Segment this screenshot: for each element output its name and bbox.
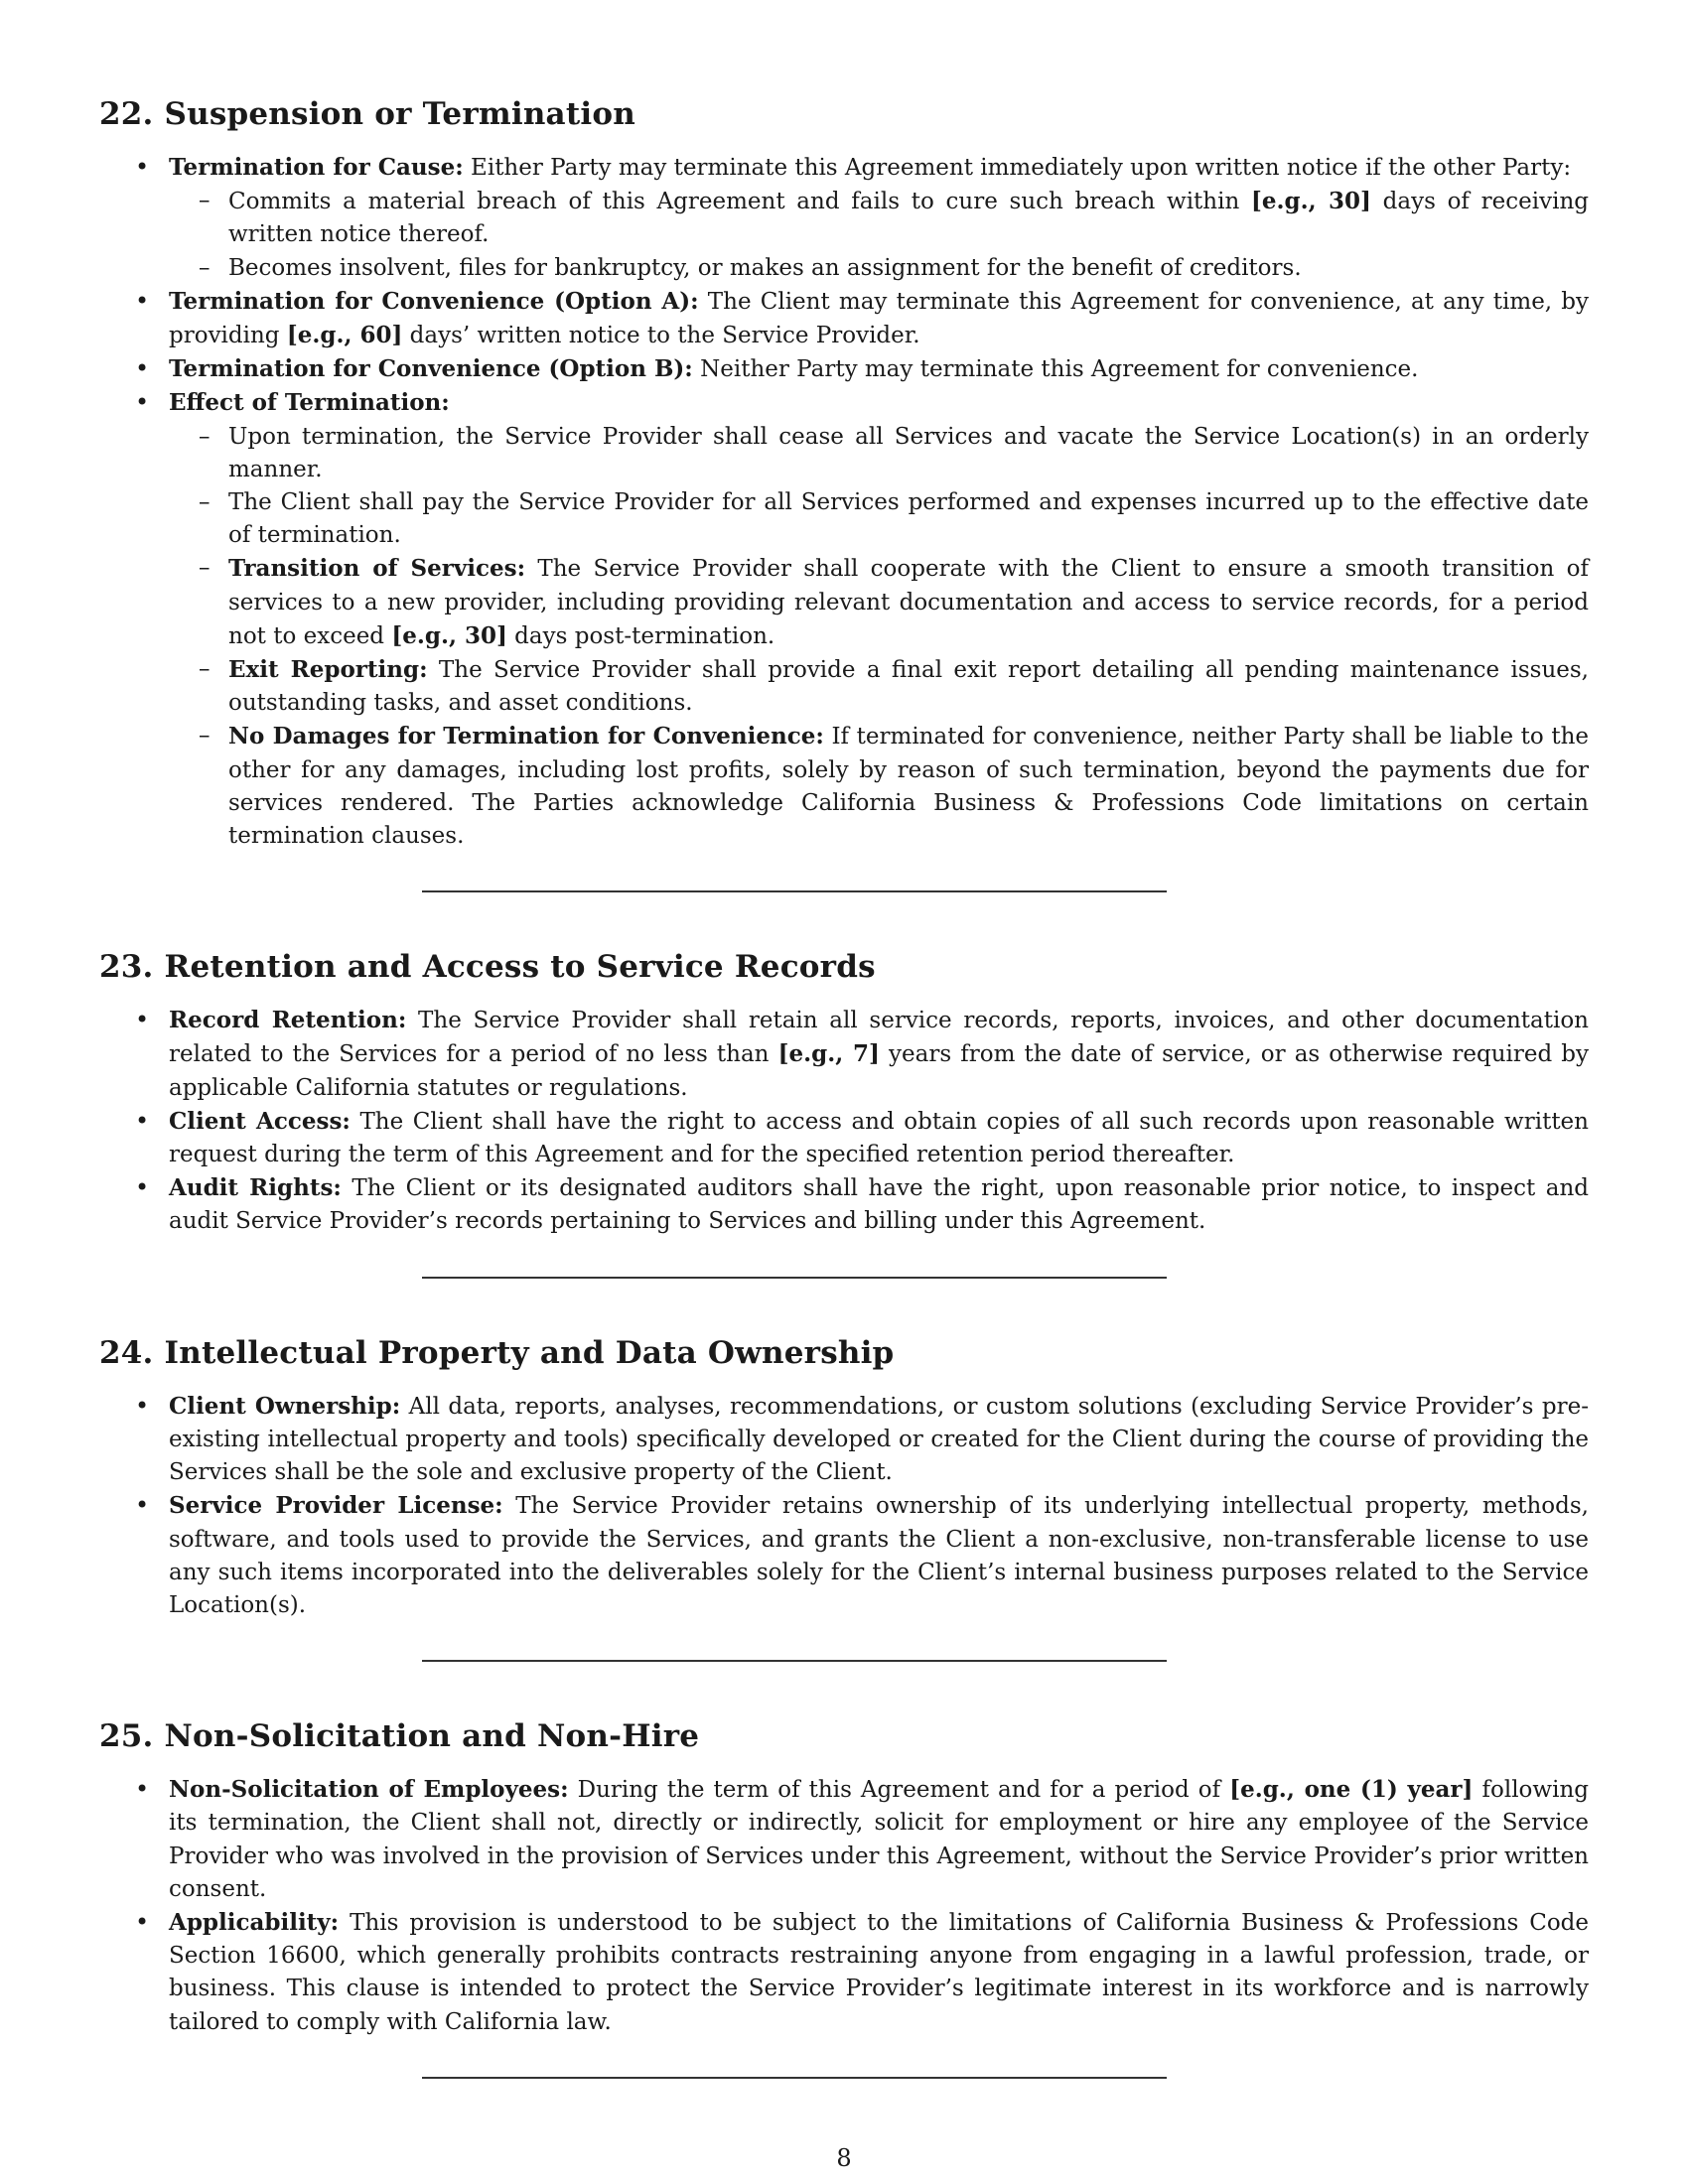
section-list	[99, 1004, 1589, 1238]
section-list	[99, 1390, 1589, 1622]
list-item	[99, 1773, 1589, 1906]
list-item	[99, 151, 1589, 285]
item-label: Termination for Convenience (Option A):	[169, 287, 699, 315]
sub-item-text: Commits a material breach of this Agreement and fails to cure such breach within	[228, 189, 1251, 215]
section-22	[99, 91, 1589, 892]
section-heading: 24. Intellectual Property and Data Ownership	[99, 1334, 895, 1371]
list-item	[99, 352, 1589, 386]
item-label: Applicability:	[169, 1908, 340, 1936]
section-divider	[422, 890, 1167, 892]
item-text: This provision is understood to be subject to the limitations of California Business & Professions Code Section 16600, which generally prohibits contracts restraining anyone from engaging in a lawful profession, trade, or business. This clause is intended to protect the Service Provider’s legitimate interest in its workforce and is narrowly tailored to comply with California law.	[169, 1909, 1589, 2035]
section-list	[99, 1773, 1589, 2039]
section-heading: 25. Non-Solicitation and Non-Hire	[99, 1718, 700, 1755]
item-text: The Service Provider shall retain all service records, reports, invoices, and other documentation related to the Services for a period of no less than	[169, 1008, 1589, 1068]
list-item	[99, 285, 1589, 352]
sub-item	[169, 252, 1589, 285]
sub-item-text: If terminated for convenience, neither Party shall be liable to the other for any damages, including lost profits, solely by reason of such termination, beyond the payments due for services rendered. The Parties acknowledge California Business & Professions Code limitations on certain termination clauses.	[228, 724, 1589, 850]
sub-item-text: The Service Provider shall provide a final exit report detailing all pending maintenance issues, outstanding tasks, and asset conditions.	[228, 657, 1589, 717]
list-item	[99, 1004, 1589, 1105]
list-item	[99, 1489, 1589, 1622]
sub-list	[169, 421, 1589, 854]
item-text: years from the date of service, or as otherwise required by applicable California statutes or regulations.	[169, 1041, 1590, 1101]
item-bold: [e.g., 60]	[286, 322, 403, 349]
sub-item-bold: [e.g., 30]	[1251, 188, 1371, 215]
item-label: Client Access:	[169, 1107, 351, 1135]
item-text: The Client shall have the right to access and obtain copies of all such records upon reasonable written request during the term of this Agreement and for the specified retention period thereafter.	[169, 1108, 1589, 1168]
item-label: Termination for Cause:	[169, 154, 464, 181]
sub-item-label: No Damages for Termination for Convenience:	[228, 723, 824, 751]
list-item	[99, 1390, 1589, 1490]
item-text: days’ written notice to the Service Provider.	[402, 323, 920, 349]
item-label: Non-Solicitation of Employees:	[169, 1776, 569, 1804]
list-item	[99, 386, 1589, 853]
section-divider	[422, 2077, 1167, 2079]
sub-item-text: days of receiving written notice thereof.	[228, 189, 1589, 248]
item-text: following its termination, the Client shall not, directly or indirectly, solicit for employment or hire any employee of the Service Provider who was involved in the provision of Services under this Agreement, without the Service Provider’s prior written consent.	[169, 1777, 1589, 1902]
item-text: The Client or its designated auditors shall have the right, upon reasonable prior notice, to inspect and audit Service Provider’s records pertaining to Services and billing under this Agreement.	[169, 1175, 1589, 1235]
sub-list	[169, 185, 1589, 285]
item-label: Effect of Termination:	[169, 389, 450, 417]
item-label: Audit Rights:	[169, 1174, 342, 1202]
section-24	[99, 1330, 1589, 1662]
item-text: All data, reports, analyses, recommendations, or custom solutions (excluding Service Provider’s pre-existing intellectual property and tools) specifically developed or created for the Client during the course of providing the Services shall be the sole and exclusive property of the Client.	[169, 1393, 1590, 1486]
item-label: Client Ownership:	[169, 1392, 401, 1420]
list-item	[99, 1906, 1589, 2039]
item-text: The Client may terminate this Agreement for convenience, at any time, by providing	[169, 288, 1589, 349]
item-text: The Service Provider retains ownership of its underlying intellectual property, methods, software, and tools used to provide the Services, and grants the Client a non-exclusive, non-transferable license to use any such items incorporated into the deliverables solely for the Client’s internal business purposes related to the Service Location(s).	[169, 1493, 1589, 1618]
sub-item-text: The Client shall pay the Service Provider for all Services performed and expenses incurred up to the effective date of termination.	[228, 489, 1589, 549]
sub-item-text: Upon termination, the Service Provider shall cease all Services and vacate the Service Location(s) in an orderly manner.	[228, 423, 1589, 482]
sub-item	[169, 653, 1589, 720]
section-divider	[422, 1277, 1167, 1279]
section-heading: 22. Suspension or Termination	[99, 96, 635, 132]
item-bold: [e.g., 7]	[777, 1040, 880, 1068]
sub-item-text: The Service Provider shall cooperate with the Client to ensure a smooth transition of services to a new provider, including providing relevant documentation and access to service records, for a period not to exceed	[228, 556, 1589, 649]
page-number: 8	[836, 2144, 852, 2172]
item-bold: [e.g., one (1) year]	[1229, 1776, 1474, 1804]
list-item	[99, 1105, 1589, 1171]
sub-item-label: Exit Reporting:	[228, 656, 428, 684]
sub-item	[169, 486, 1589, 552]
document-content	[99, 91, 1589, 2130]
item-label: Service Provider License:	[169, 1492, 503, 1520]
item-text: Neither Party may terminate this Agreement for convenience.	[692, 356, 1419, 383]
item-label: Termination for Convenience (Option B):	[169, 355, 693, 383]
section-heading: 23. Retention and Access to Service Records	[99, 949, 876, 986]
section-25	[99, 1713, 1589, 2079]
item-text: Either Party may terminate this Agreement immediately upon written notice if the other Party:	[463, 155, 1572, 181]
item-label: Record Retention:	[169, 1007, 407, 1034]
sub-item-label: Transition of Services:	[228, 555, 526, 583]
sub-item	[169, 185, 1589, 251]
section-divider	[422, 1660, 1167, 1662]
sub-item	[169, 421, 1589, 486]
sub-item-bold: [e.g., 30]	[391, 621, 507, 649]
item-text: During the term of this Agreement and for a period of	[568, 1777, 1230, 1804]
sub-item	[169, 552, 1589, 653]
sub-item-text: Becomes insolvent, files for bankruptcy, or makes an assignment for the benefit of creditors.	[228, 254, 1302, 281]
section-list	[99, 151, 1589, 853]
section-23	[99, 944, 1589, 1278]
sub-item	[169, 720, 1589, 853]
list-item	[99, 1171, 1589, 1238]
sub-item-text: days post-termination.	[506, 622, 775, 649]
